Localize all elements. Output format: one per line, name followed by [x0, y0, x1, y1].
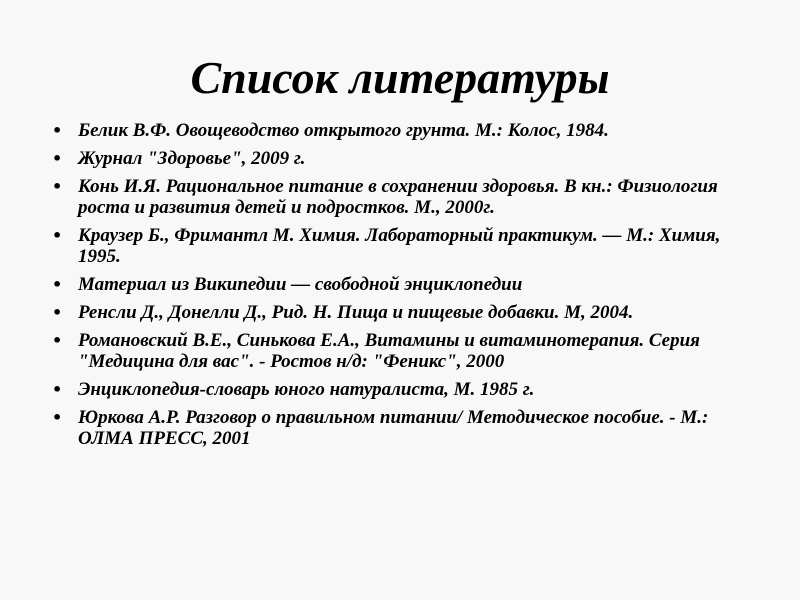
bullet-icon: •: [52, 331, 63, 350]
bullet-icon: •: [52, 275, 63, 294]
reference-list: [48, 120, 758, 456]
reference-text: Белик В.Ф. Овощеводство открытого грунта. М.: Колос, 1984.: [78, 120, 609, 141]
bullet-icon: •: [52, 149, 63, 168]
list-item: [48, 120, 758, 141]
bullet-icon: •: [52, 408, 63, 427]
slide-title: Список литературы: [190, 52, 610, 103]
list-item: [48, 302, 758, 323]
bullet-icon: •: [52, 226, 63, 245]
reference-text: Юркова А.Р. Разговор о правильном питании/ Методическое пособие. - М.: ОЛМА ПРЕСС, 2001: [78, 407, 709, 449]
reference-text: Журнал "Здоровье", 2009 г.: [78, 148, 306, 169]
reference-text: Романовский В.Е., Синькова Е.А., Витамины и витаминотерапия. Серия "Медицина для вас". - Ростов н/д: "Феникс", 2000: [78, 330, 700, 372]
reference-text: Материал из Википедии — свободной энциклопедии: [78, 274, 523, 295]
reference-text: Ренсли Д., Донелли Д., Рид. Н. Пища и пищевые добавки. М, 2004.: [78, 302, 634, 323]
list-item: [48, 274, 758, 295]
bullet-icon: •: [52, 303, 63, 322]
list-item: [48, 148, 758, 169]
list-item: [48, 225, 758, 267]
list-item: [48, 379, 758, 400]
list-item: [48, 407, 758, 449]
bullet-icon: •: [52, 121, 63, 140]
reference-text: Энциклопедия-словарь юного натуралиста, М. 1985 г.: [78, 379, 535, 400]
list-item: [48, 330, 758, 372]
bullet-icon: •: [52, 177, 63, 196]
list-item: [48, 176, 758, 218]
reference-text: Краузер Б., Фримантл М. Химия. Лабораторный практикум. — М.: Химия, 1995.: [78, 225, 721, 267]
reference-text: Конь И.Я. Рациональное питание в сохранении здоровья. В кн.: Физиология роста и развития детей и подростков. М., 2000г.: [78, 176, 718, 218]
bullet-icon: •: [52, 380, 63, 399]
